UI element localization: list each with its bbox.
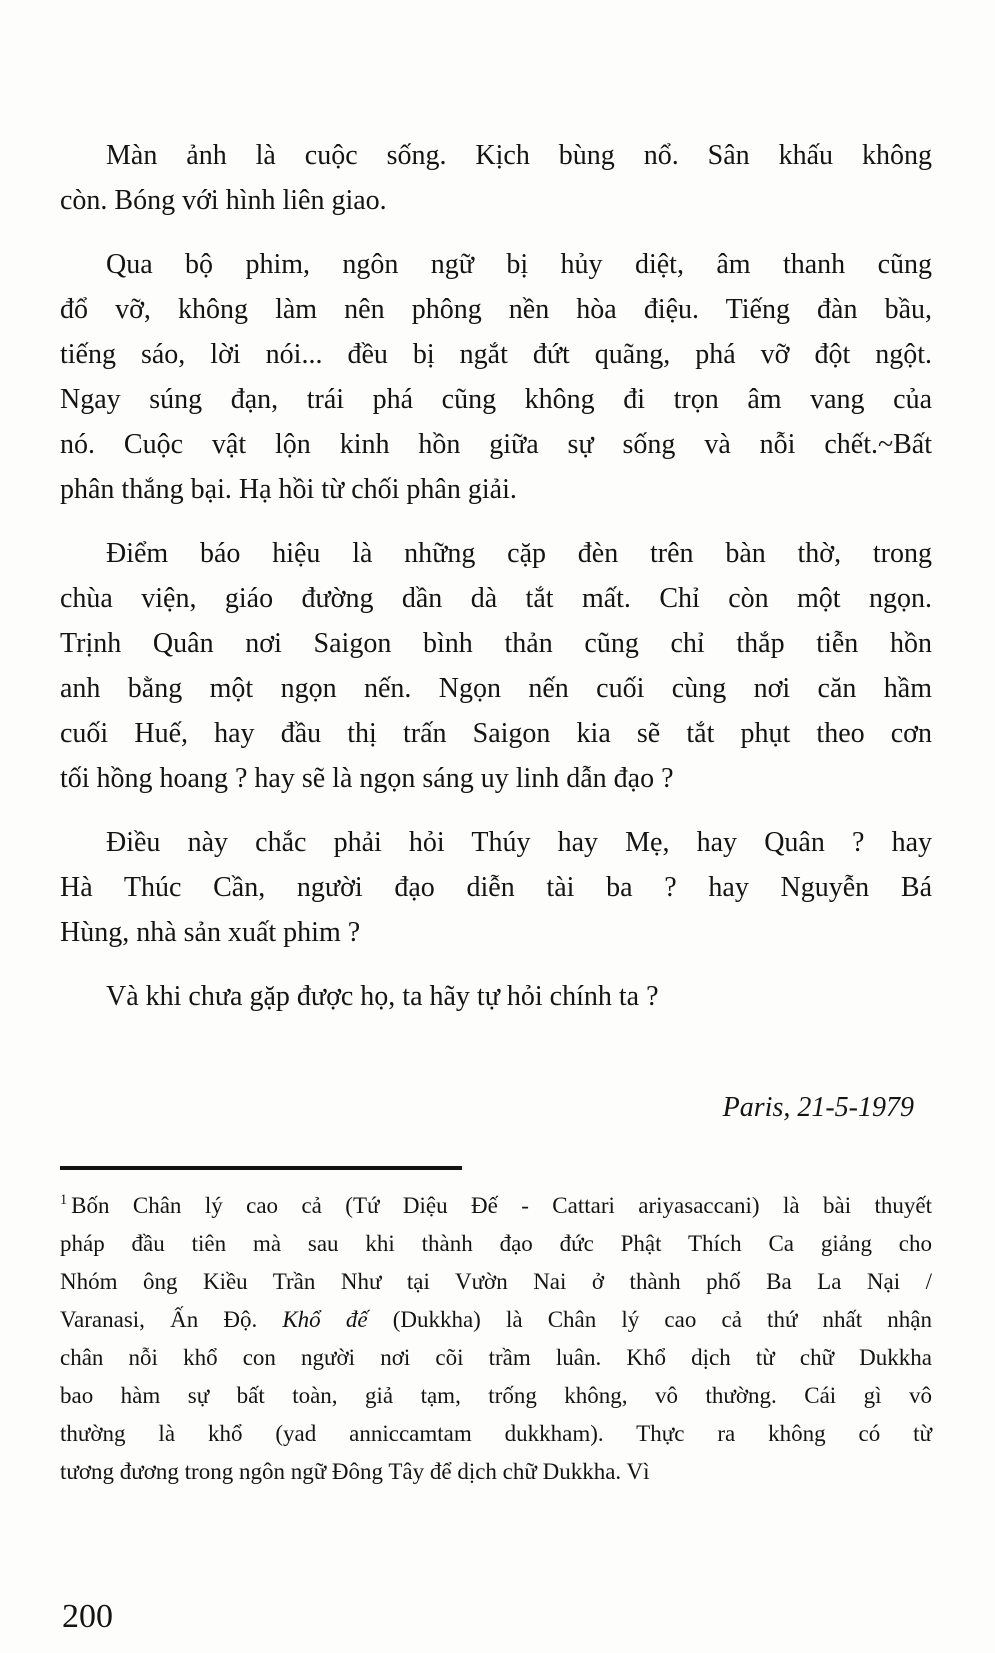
footnote-text: (Dukkha) là Chân lý cao cả thứ nhất nhận xyxy=(367,1307,933,1332)
footnote-marker: 1 xyxy=(60,1192,68,1209)
footnote-text: Varanasi, Ấn Độ. xyxy=(60,1307,283,1332)
text-line: anh bằng một ngọn nến. Ngọn nến cuối cùng nơi căn hầm xyxy=(60,673,932,704)
text-line: nó. Cuộc vật lộn kinh hồn giữa sự sống và nỗi chết.~Bất xyxy=(60,429,932,460)
text-line: Điều này chắc phải hỏi Thúy hay Mẹ, hay Quân ? hay xyxy=(106,827,932,858)
footnote-line xyxy=(60,1301,932,1339)
text-line: Và khi chưa gặp được họ, ta hãy tự hỏi chính ta ? xyxy=(106,981,659,1012)
body-text xyxy=(60,0,932,1491)
footnote-line: bao hàm sự bất toàn, giả tạm, trống không, vô thường. Cái gì vô xyxy=(60,1383,932,1408)
text-line: cuối Huế, hay đầu thị trấn Saigon kia sẽ tắt phụt theo cơn xyxy=(60,718,932,749)
text-line: Ngay súng đạn, trái phá cũng không đi trọn âm vang của xyxy=(60,384,932,415)
text-line: tối hồng hoang ? hay sẽ là ngọn sáng uy linh dẫn đạo ? xyxy=(60,763,674,794)
text-line: Qua bộ phim, ngôn ngữ bị hủy diệt, âm thanh cũng xyxy=(106,249,932,280)
text-line: Hà Thúc Cần, người đạo diễn tài ba ? hay Nguyễn Bá xyxy=(60,872,932,903)
footnote-line: Nhóm ông Kiều Trần Như tại Vườn Nai ở thành phố Ba La Nại / xyxy=(60,1269,932,1294)
footnote-line xyxy=(60,1187,932,1225)
paragraph xyxy=(60,820,932,955)
page-number: 200 xyxy=(62,1598,113,1635)
paragraph xyxy=(60,531,932,801)
footnote xyxy=(60,1187,932,1491)
footnote-line: thường là khổ (yad anniccamtam dukkham). Thực ra không có từ xyxy=(60,1421,932,1446)
text-line: Trịnh Quân nơi Saigon bình thản cũng chỉ thắp tiễn hồn xyxy=(60,628,932,659)
text-line: Màn ảnh là cuộc sống. Kịch bùng nổ. Sân khấu không xyxy=(106,140,932,171)
text-line: Điểm báo hiệu là những cặp đèn trên bàn thờ, trong xyxy=(106,538,932,569)
footnote-separator xyxy=(60,1166,462,1170)
date-line: Paris, 21-5-1979 xyxy=(722,1092,914,1123)
paragraph xyxy=(60,242,932,512)
footnote-text: Bốn Chân lý cao cả (Tứ Diệu Đế - Cattari ariyasaccani) là bài thuyết xyxy=(71,1193,932,1218)
paragraph xyxy=(60,133,932,223)
text-line: Hùng, nhà sản xuất phim ? xyxy=(60,917,361,948)
text-line: tiếng sáo, lời nói... đều bị ngắt đứt quãng, phá vỡ đột ngột. xyxy=(60,339,932,370)
text-line: chùa viện, giáo đường dần dà tắt mất. Chỉ còn một ngọn. xyxy=(60,583,932,614)
text-line: phân thắng bại. Hạ hồi từ chối phân giải. xyxy=(60,474,517,505)
footnote-line: chân nỗi khổ con người nơi cõi trầm luân. Khổ dịch từ chữ Dukkha xyxy=(60,1345,932,1370)
text-line: còn. Bóng với hình liên giao. xyxy=(60,185,387,216)
footnote-italic-term: Khổ đế xyxy=(282,1307,368,1332)
text-line: đổ vỡ, không làm nên phông nền hòa điệu. Tiếng đàn bầu, xyxy=(60,294,932,325)
paragraph xyxy=(60,974,932,1019)
footnote-line: pháp đầu tiên mà sau khi thành đạo đức Phật Thích Ca giảng cho xyxy=(60,1231,932,1256)
footnote-line: tương đương trong ngôn ngữ Đông Tây để dịch chữ Dukkha. Vì xyxy=(60,1459,650,1484)
